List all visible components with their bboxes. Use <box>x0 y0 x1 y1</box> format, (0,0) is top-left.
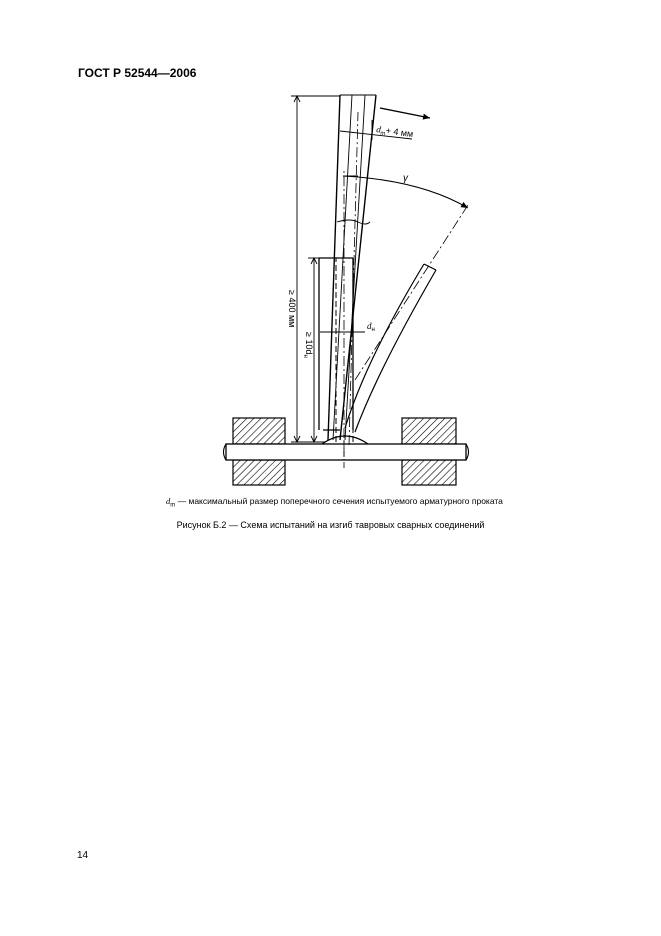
length-label: ≥ $10d_н$ <box>302 332 314 358</box>
rod-tilted <box>328 95 376 445</box>
right-lower-support <box>402 460 456 485</box>
dim-top-label: $d_m+ 4$ мм <box>375 124 414 140</box>
document-standard-id: ГОСТ Р 52544—2006 <box>78 66 197 80</box>
dim-height-400 <box>291 96 340 442</box>
legend-symbol-sub: m <box>170 502 176 509</box>
left-lower-support <box>233 460 285 485</box>
figure-legend <box>166 496 503 509</box>
base-bar <box>224 444 469 460</box>
figure-caption: Рисунок Б.2 — Схема испытаний на изгиб тавровых сварных соединений <box>176 520 485 530</box>
legend-text: — максимальный размер поперечного сечения испытуемого арматурного проката <box>175 496 503 506</box>
rod-bent <box>345 205 468 432</box>
force-arrow <box>380 108 430 118</box>
height-label: ≥ 400 мм <box>287 290 297 328</box>
legend-symbol: d <box>166 496 171 506</box>
diameter-label: $d_н$ <box>367 321 375 333</box>
right-upper-support <box>402 418 456 444</box>
page-number: 14 <box>77 850 89 861</box>
angle-label: γ <box>403 173 408 184</box>
left-upper-support <box>233 418 285 444</box>
